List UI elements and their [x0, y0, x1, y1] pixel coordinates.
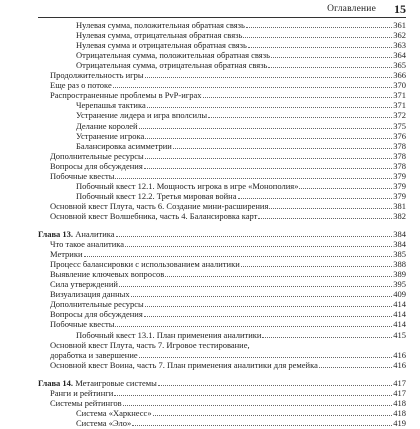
toc-entry-title: Побочный квест 12.1. Мощность игрока в игре «Монополия»	[76, 180, 299, 191]
dot-leader	[246, 26, 392, 28]
toc-entry-title: Система «Харкнесс»	[76, 407, 152, 418]
dot-leader	[114, 394, 392, 396]
dot-leader	[147, 106, 393, 108]
page-number: 15	[394, 2, 406, 16]
toc-entry-title: Побочные квесты	[50, 170, 115, 181]
dot-leader	[144, 167, 393, 169]
dot-leader	[125, 245, 392, 247]
toc-entry-title: Побочные квесты	[50, 319, 115, 330]
dot-leader	[123, 404, 393, 406]
toc-entry-page: 364	[393, 50, 406, 61]
toc-entry-page: 363	[393, 40, 406, 51]
toc-entry-title: Устранение лидера и игра вполсилы	[76, 110, 208, 121]
toc-entry-page: 388	[393, 259, 406, 270]
toc-entry-page: 372	[393, 110, 406, 121]
toc-entry-page: 382	[393, 210, 406, 221]
dot-leader	[173, 147, 392, 149]
toc-entry-page: 409	[393, 289, 406, 300]
dot-leader	[84, 255, 393, 257]
toc-entry-title: Процесс балансировки с использованием аналитики	[50, 259, 240, 270]
toc-entry-page: 417	[393, 377, 406, 388]
dot-leader	[299, 187, 392, 189]
toc-entry-title: Дополнительные ресурсы	[50, 299, 144, 310]
dot-leader	[131, 295, 393, 297]
toc-entry-page: 375	[393, 120, 406, 131]
dot-leader	[319, 366, 392, 368]
toc-entry-title: Система «Эло»	[76, 417, 132, 428]
dot-leader	[203, 96, 393, 98]
toc-entry-title: Что такое аналитика	[50, 239, 125, 250]
toc-entry-title: Делание королей	[76, 120, 138, 131]
toc-entry-title: Отрицательная сумма, положительная обратная связь	[76, 50, 270, 61]
dot-leader	[145, 157, 393, 159]
dot-leader	[119, 285, 392, 287]
toc-entry-page: 378	[393, 140, 406, 151]
toc-entry-page: 371	[393, 100, 406, 111]
toc-entry-page: 379	[393, 190, 406, 201]
toc-entry-page: 361	[393, 20, 406, 30]
toc-entry-title: Побочный квест 13.1. План применения аналитики	[76, 329, 262, 340]
toc-entry-title: Выявление ключевых вопросов	[50, 269, 165, 280]
toc-entry	[50, 210, 406, 222]
toc-entry-page: 385	[393, 249, 406, 260]
toc-entry-page: 417	[393, 387, 406, 398]
toc-entry-page: 384	[393, 229, 406, 239]
toc-entry	[50, 359, 406, 371]
toc-entry-title: доработка и завершение	[50, 349, 138, 360]
toc-entry-title: Нулевая сумма и отрицательная обратная связь	[76, 40, 247, 51]
toc-entry-page: 365	[393, 60, 406, 71]
toc-entry-title: Сила утверждений	[50, 279, 118, 290]
toc-entry-title: Вопросы для обсуждения	[50, 309, 143, 320]
dot-leader	[145, 305, 393, 307]
toc-entry-page: 414	[393, 309, 406, 320]
toc-entry-title: Метрики	[50, 249, 83, 260]
toc-entry-title: Устранение игрока	[76, 130, 145, 141]
dot-leader	[271, 56, 392, 58]
toc-entry-title: Черепашья тактика	[76, 100, 146, 111]
toc-entry-title: Продолжительность игры	[50, 70, 144, 81]
dot-leader	[208, 116, 392, 118]
dot-leader	[139, 356, 393, 358]
toc-entry-page: 414	[393, 299, 406, 310]
dot-leader	[145, 76, 393, 78]
toc-entry-page: 370	[393, 80, 406, 91]
toc-entry-title: Дополнительные ресурсы	[50, 150, 144, 161]
toc-entry	[76, 417, 406, 429]
toc-entry-title: Нулевая сумма, отрицательная обратная связь	[76, 30, 243, 41]
dot-leader	[115, 325, 392, 327]
dot-leader	[115, 177, 392, 179]
toc-entry-page: 419	[393, 417, 406, 428]
toc-entry-page: 378	[393, 150, 406, 161]
toc-entry-page: 371	[393, 90, 406, 101]
toc-entry-page: 379	[393, 180, 406, 191]
chapter-number: Глава 14.	[38, 377, 74, 388]
dot-leader	[269, 207, 392, 209]
chapter-number: Глава 13.	[38, 229, 74, 239]
dot-leader	[241, 265, 393, 267]
running-title: Оглавление	[327, 4, 376, 14]
dot-leader	[262, 336, 392, 338]
dot-leader	[139, 127, 393, 129]
toc-entry-title: Отрицательная сумма, отрицательная обратная связь	[76, 60, 268, 71]
toc-entry-title: Вопросы для обсуждения	[50, 160, 143, 171]
toc-entry-title: Нулевая сумма, положительная обратная связь	[76, 20, 245, 30]
toc-entry-page: 384	[393, 239, 406, 250]
toc-entry-page: 381	[393, 200, 406, 211]
toc-entry-title: Распространенные проблемы в PvP-играх	[50, 90, 202, 101]
toc-entry-page: 389	[393, 269, 406, 280]
dot-leader	[153, 414, 393, 416]
toc-entry-page: 415	[393, 329, 406, 340]
toc-entry-page: 376	[393, 130, 406, 141]
toc-entry-title: Основной квест Плута, часть 6. Создание мини-расширения	[50, 200, 269, 211]
toc-entry-title: Побочный квест 12.2. Третья мировая война	[76, 190, 237, 201]
dot-leader	[238, 197, 393, 199]
dot-leader	[113, 86, 393, 88]
dot-leader	[248, 46, 392, 48]
toc-entry-page: 395	[393, 279, 406, 290]
toc-entry-title: Основной квест Плута, часть 7. Игровое тестирование,	[50, 339, 250, 350]
dot-leader	[116, 235, 393, 237]
toc-entry-page: 418	[393, 407, 406, 418]
toc-entry-title: Глава 13. Аналитика	[38, 229, 115, 239]
dot-leader	[165, 275, 392, 277]
toc-entry-title: Системы рейтингов	[50, 397, 122, 408]
toc-entry-title: Глава 14. Метаигровые системы	[38, 377, 157, 388]
toc-entry-page: 378	[393, 160, 406, 171]
toc-entry-title: Основной квест Воина, часть 7. План применения аналитики для ремейка	[50, 359, 318, 370]
toc-entry-title: Еще раз о потоке	[50, 80, 112, 91]
toc-entry-page: 362	[393, 30, 406, 41]
toc-entry-page: 366	[393, 70, 406, 81]
toc-entry-page: 414	[393, 319, 406, 330]
dot-leader	[243, 36, 392, 38]
dot-leader	[158, 384, 392, 386]
dot-leader	[132, 424, 392, 426]
toc-entry-page: 416	[393, 359, 406, 370]
dot-leader	[144, 315, 393, 317]
toc-entry-title: Визуализация данных	[50, 289, 130, 300]
toc-entry-title: Ранги и рейтинги	[50, 387, 114, 398]
running-header	[38, 3, 406, 18]
toc-entry-page: 418	[393, 397, 406, 408]
dot-leader	[258, 217, 392, 219]
dot-leader	[145, 137, 392, 139]
toc-entry-page: 379	[393, 170, 406, 181]
toc-entry-title: Основной квест Волшебника, часть 4. Балансировка карт	[50, 210, 258, 221]
dot-leader	[268, 66, 392, 68]
toc-entry-page: 416	[393, 349, 406, 360]
toc-entry-title: Балансировка асимметрии	[76, 140, 172, 151]
